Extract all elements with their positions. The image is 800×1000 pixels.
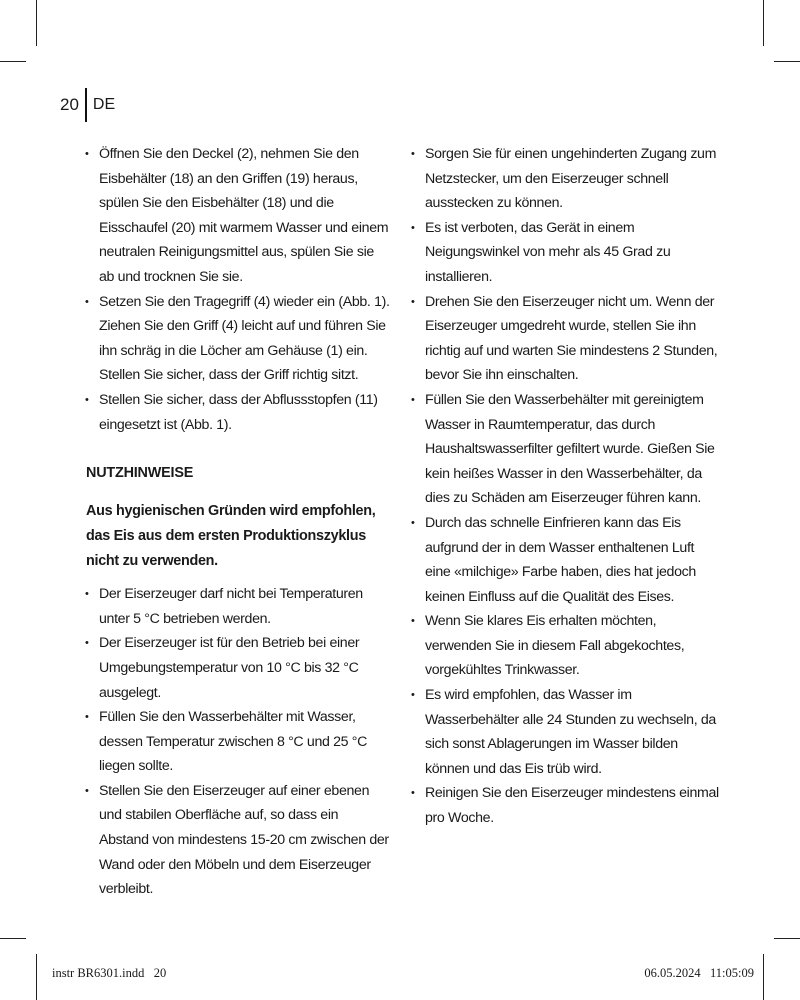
list-item: • Reinigen Sie den Eiserzeuger mindestens einmal pro Woche. bbox=[410, 781, 720, 830]
page-number: 20 bbox=[60, 95, 79, 114]
list-item: • Füllen Sie den Wasserbehälter mit Wasser, dessen Temperatur zwischen 8 °C und 25 °C liegen sollte. bbox=[84, 705, 390, 779]
intro-note: Aus hygienischen Gründen wird empfohlen, das Eis aus dem ersten Produktionszyklus nicht zu verwenden. bbox=[86, 503, 376, 570]
bullet-list bbox=[84, 142, 390, 437]
list-item: • Es wird empfohlen, das Wasser im Wasserbehälter alle 24 Stunden zu wechseln, da sich sonst Ablagerungen im Wasser bilden können und das Eis trüb wird. bbox=[410, 683, 720, 781]
list-item: • Der Eiserzeuger darf nicht bei Temperaturen unter 5 °C betrieben werden. bbox=[84, 582, 390, 631]
crop-mark bbox=[763, 954, 764, 1000]
crop-mark bbox=[774, 938, 800, 939]
list-item: • Es ist verboten, das Gerät in einem Neigungswinkel von mehr als 45 Grad zu installieren. bbox=[410, 216, 720, 290]
right-column bbox=[410, 142, 720, 831]
list-item: • Öffnen Sie den Deckel (2), nehmen Sie den Eisbehälter (18) an den Griffen (19) heraus, spülen Sie den Eisbehälter (18) und die Eisschaufel (20) mit warmem Wasser und einem neutralen Reinigungsmittel aus, spülen Sie sie ab und trocknen Sie sie. bbox=[84, 142, 390, 290]
list-item: • Stellen Sie sicher, dass der Abflussstopfen (11) eingesetzt ist (Abb. 1). bbox=[84, 388, 390, 437]
crop-mark bbox=[763, 0, 764, 46]
language-code: DE bbox=[92, 96, 116, 113]
list-item: • Wenn Sie klares Eis erhalten möchten, verwenden Sie in diesem Fall abgekochtes, vorgekühltes Trinkwasser. bbox=[410, 609, 720, 683]
footer-timestamp: 06.05.2024 11:05:09 bbox=[644, 966, 754, 980]
list-item: • Stellen Sie den Eiserzeuger auf einer ebenen und stabilen Oberfläche auf, so dass ein Abstand von mindestens 15-20 cm zwischen der Wand oder den Möbeln und dem Eiserzeuger verbleibt. bbox=[84, 779, 390, 902]
crop-mark bbox=[36, 954, 37, 1000]
list-item: • Füllen Sie den Wasserbehälter mit gereinigtem Wasser in Raumtemperatur, das durch Haushaltswasserfilter gefiltert wurde. Gießen Sie kein heißes Wasser in den Wasserbehälter, da dies zu Schäden am Eiserzeuger führen kann. bbox=[410, 388, 720, 511]
page-header bbox=[60, 88, 115, 122]
list-item: • Drehen Sie den Eiserzeuger nicht um. Wenn der Eiserzeuger umgedreht wurde, stellen Sie ihn richtig auf und warten Sie mindestens 2 Stunden, bevor Sie ihn einschalten. bbox=[410, 290, 720, 388]
crop-mark bbox=[774, 61, 800, 62]
list-item: • Setzen Sie den Tragegriff (4) wieder ein (Abb. 1). Ziehen Sie den Griff (4) leicht auf und führen Sie ihn schräg in die Löcher am Gehäuse (1) ein. Stellen Sie sicher, dass der Griff richtig sitzt. bbox=[84, 290, 390, 388]
crop-mark bbox=[0, 938, 26, 939]
section-title: NUTZHINWEISE bbox=[86, 465, 194, 482]
list-item: • Sorgen Sie für einen ungehinderten Zugang zum Netzstecker, um den Eiserzeuger schnell ausstecken zu können. bbox=[410, 142, 720, 216]
footer-file-info: instr BR6301.indd 20 bbox=[52, 966, 167, 980]
list-item: • Der Eiserzeuger ist für den Betrieb bei einer Umgebungstemperatur von 10 °C bis 32 °C ausgelegt. bbox=[84, 631, 390, 705]
left-column bbox=[84, 142, 390, 902]
bullet-list bbox=[84, 582, 390, 902]
crop-mark bbox=[36, 0, 37, 46]
crop-mark bbox=[0, 61, 26, 62]
list-item: • Durch das schnelle Einfrieren kann das Eis aufgrund der in dem Wasser enthaltenen Luft eine «milchige» Farbe haben, dies hat jedoch keinen Einfluss auf die Qualität des Eises. bbox=[410, 511, 720, 609]
bullet-list bbox=[410, 142, 720, 831]
